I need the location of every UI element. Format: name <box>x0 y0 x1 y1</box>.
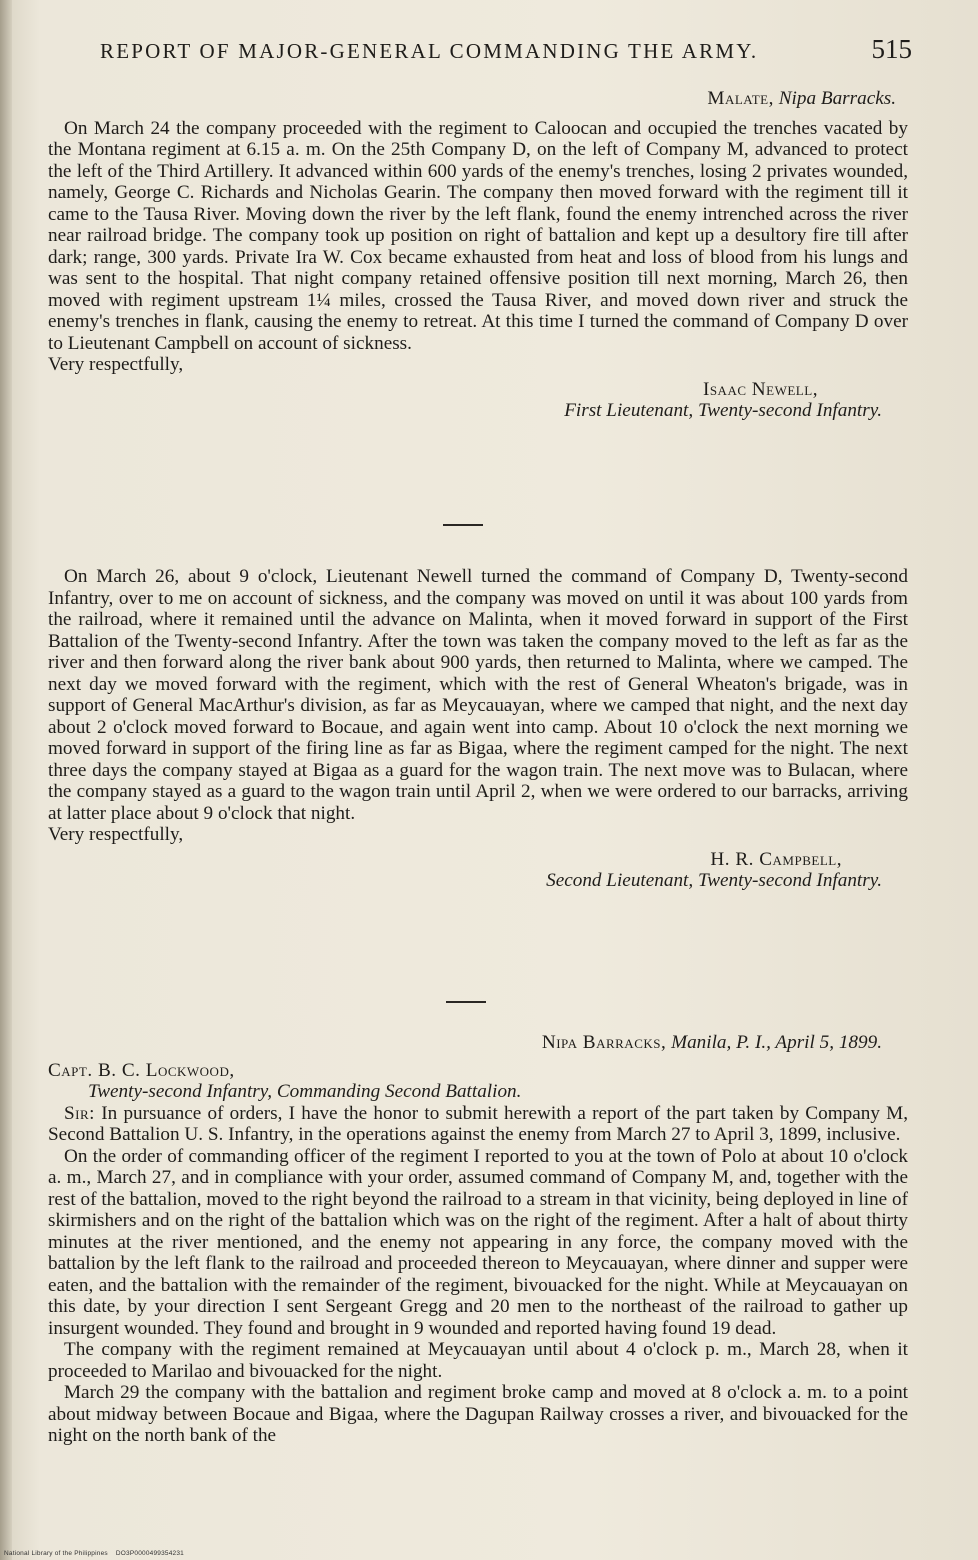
scan-footer <box>4 1550 184 1557</box>
closing: Very respectfully, <box>48 824 184 845</box>
dateline <box>48 1032 908 1054</box>
report-campbell <box>48 566 908 892</box>
dateline-location: Nipa Barracks. <box>778 88 896 109</box>
signer-name: Isaac Newell, <box>702 378 818 400</box>
addressee-title: Twenty-second Infantry, Commanding Second Battalion. <box>88 1081 522 1102</box>
signer-title: First Lieutenant, Twenty-second Infantry. <box>564 400 882 421</box>
letter-paragraph: On the order of commanding officer of the regiment I reported to you at the town of Polo at about 10 o'clock a. m., March 27, and in compliance with your order, assumed command of Company M, and, together with the rest of the battalion, moved to the right beyond the railroad to a stream in that vicinity, being deployed in line of skirmishers and on the right of the battalion which was on the right of the regiment. After a halt of about thirty minutes at the river mentioned, and the enemy not appearing in any force, the company moved with the battalion by the left flank to the railroad and proceeded thereon to Meycauayan, where dinner and supper were eaten, and the battalion with the remainder of the regiment, bivouacked for the night. While at Meycauayan on this date, by your direction I sent Sergeant Gregg and 20 men to the northeast of the railroad to gather up insurgent wounded. They found and brought in 9 wounded and reported having found 19 dead. <box>48 1145 908 1339</box>
footer-id: DO3P0000499354231 <box>115 1550 184 1557</box>
salutation: Sir: <box>64 1102 96 1124</box>
page-header <box>100 34 912 74</box>
footer-source: National Library of the Philippines <box>4 1550 108 1557</box>
addressee-name: Capt. B. C. Lockwood, <box>48 1059 235 1081</box>
dateline-place: Malate, <box>707 88 774 109</box>
report-newell <box>48 88 908 422</box>
letter-paragraph: March 29 the company with the battalion and regiment broke camp and moved at 8 o'clock a. m. to a point about midway between Bocaue and Bigaa, where the Dagupan Railway crosses a river, and bivouacked for the night on the north bank of the <box>48 1382 908 1446</box>
section-divider <box>446 1001 486 1003</box>
letter-paragraph <box>48 1103 908 1146</box>
report-lockwood-letter <box>48 1032 908 1447</box>
report-body: On March 24 the company proceeded with the regiment to Caloocan and occupied the trenches vacated by the Montana regiment at 6.15 a. m. On the 25th Company D, on the left of Company M, advanced to protect the left of the Third Artillery. It advanced within 600 yards of the enemy's trenches, losing 2 privates wounded, namely, George C. Richards and Nicholas Gearin. The company then moved forward with the regiment till it came to the Tausa River. Moving down the river by the left flank, found the enemy intrenched across the river near railroad bridge. The company took up position on right of battalion and kept up a desultory fire till after dark; range, 300 yards. Private Ira W. Cox became exhausted from heat and loss of blood from his lungs and was sent to the hospital. That night company retained offensive position till next morning, March 26, then moved with regiment upstream 1¼ miles, crossed the Tausa River, and moved down river and struck the enemy's trenches in flank, causing the enemy to retreat. At this time I turned the command of Company D over to Lieutenant Campbell on account of sickness. <box>48 117 908 354</box>
page-number: 515 <box>871 34 912 64</box>
dateline <box>48 88 908 110</box>
page-gutter-shadow <box>0 0 12 1560</box>
dateline-place: Nipa Barracks, <box>541 1032 667 1053</box>
paragraph-text: In pursuance of orders, I have the honor to submit herewith a report of the part taken by Company M, Second Battalion U. S. Infantry, in the operations against the enemy from March 27 to April 3, 1899, inclusive. <box>48 1102 908 1145</box>
section-divider <box>443 524 483 526</box>
signer-title: Second Lieutenant, Twenty-second Infantry. <box>546 870 882 891</box>
letter-paragraph: The company with the regiment remained at Meycauayan until about 4 o'clock p. m., March 28, when it proceeded to Marilao and bivouacked for the night. <box>48 1339 908 1382</box>
dateline-date: Manila, P. I., April 5, 1899. <box>671 1032 882 1053</box>
report-body: On March 26, about 9 o'clock, Lieutenant Newell turned the command of Company D, Twenty-second Infantry, over to me on account of sickness, and the company was moved on until it was about 100 yards from the railroad, where it remained until the advance on Malinta, when it moved forward in support of the First Battalion of the Twenty-second Infantry. After the town was taken the company moved to the left as far as the river and then forward along the river bank about 900 yards, then returned to Malinta, where we camped. The next day we moved forward with the regiment, which with the rest of General Wheaton's brigade, was in support of General MacArthur's division, as far as Meycauayan, where we camped that night, and the next day about 2 o'clock moved forward to Bocaue, and again went into camp. About 10 o'clock the next morning we moved forward in support of the firing line as far as Bigaa, where the regiment camped for the night. The next three days the company stayed at Bigaa as a guard for the wagon train. The next move was to Bulacan, where the company stayed as a guard to the wagon train until April 2, when we were ordered to our barracks, arriving at latter place about 9 o'clock that night. <box>48 566 908 824</box>
closing: Very respectfully, <box>48 354 184 375</box>
signer-name: H. R. Campbell, <box>710 848 842 870</box>
running-head: REPORT OF MAJOR-GENERAL COMMANDING THE ARMY. <box>100 39 759 63</box>
